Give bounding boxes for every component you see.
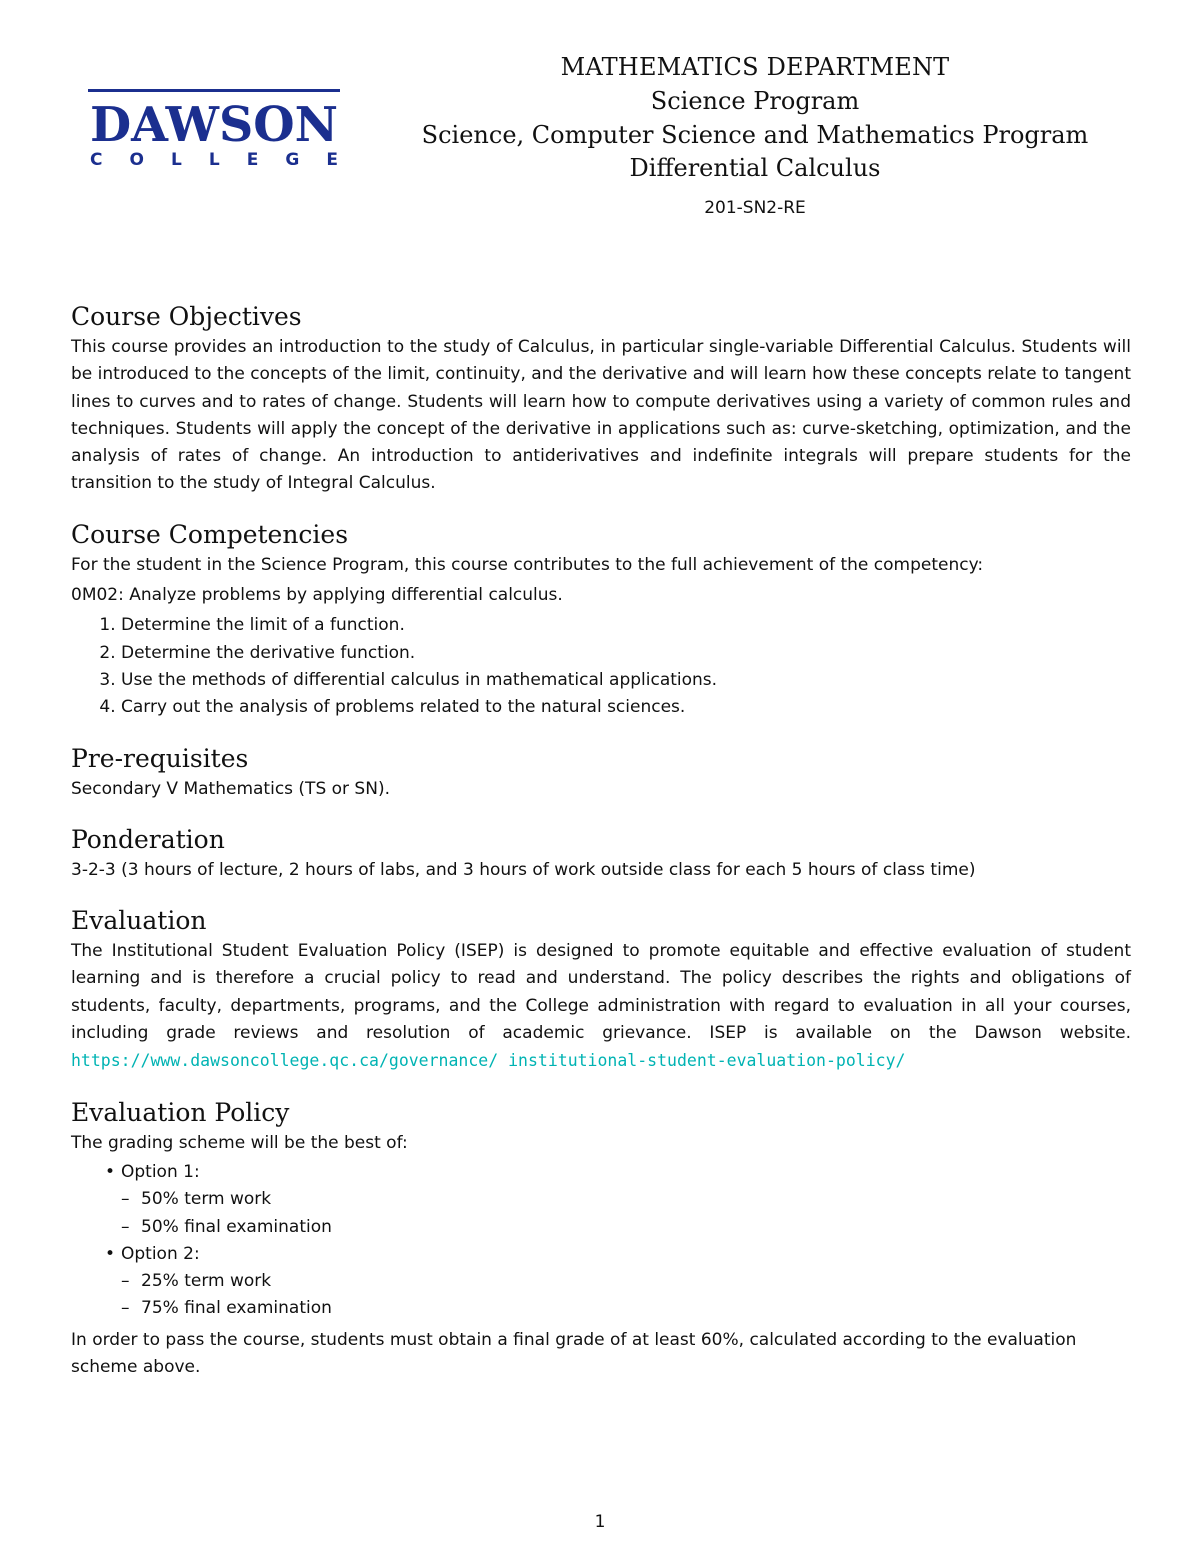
option-2-term: – 25% term work [141, 1268, 1131, 1295]
policy-closing: In order to pass the course, students must obtain a final grade of at least 60%, calculated according to the evaluation scheme above. [71, 1329, 1077, 1378]
competency-list [71, 612, 1131, 721]
option-1-final: – 50% final examination [141, 1214, 1131, 1241]
course-code: 201-SN2-RE [704, 198, 806, 218]
prerequisites-heading: Pre-requisites [71, 743, 249, 773]
option-1-label: Option 1: [121, 1161, 200, 1182]
section-competencies [71, 518, 1131, 722]
option-2-label: Option 2: [121, 1243, 200, 1264]
program-title: Science Program [650, 87, 860, 115]
section-evaluation-policy [71, 1096, 1131, 1382]
evaluation-body: The Institutional Student Evaluation Policy (ISEP) is designed to promote equitable and effective evaluation of student learning and is therefore a crucial policy to read and understand. The policy describes the rights and obligations of students, faculty, departments, programs, and the College administration with regard to evaluation in all your courses, including grade reviews and resolution of academic grievance. ISEP is available on the Dawson website. [71, 941, 1131, 1044]
policy-intro: The grading scheme will be the best of: [71, 1132, 408, 1153]
dawson-college-logo [88, 89, 340, 169]
objectives-text: This course provides an introduction to the study of Calculus, in particular single-variable Differential Calculus. Students will be introduced to the concepts of the limit, continuity, and the derivative and will learn how these concepts relate to tangent lines to curves and to rates of change. Students will learn how to compute derivatives using a variety of common rules and techniques. Students will apply the concept of the derivative in applications such as: curve-sketching, optimization, and the analysis of rates of change. An introduction to antiderivatives and indefinite integrals will prepare students for the transition to the study of Integral Calculus. [71, 337, 1131, 494]
logo-subword: C O L L E G E [90, 150, 338, 169]
objectives-heading: Course Objectives [71, 302, 302, 331]
list-item: 3. Use the methods of differential calculus in mathematical applications. [121, 667, 1131, 694]
evaluation-heading: Evaluation [71, 906, 207, 936]
evaluation-text [71, 938, 1131, 1075]
policy-heading: Evaluation Policy [71, 1097, 290, 1127]
option-2-final: – 75% final examination [141, 1295, 1131, 1322]
option-2 [121, 1241, 1131, 1323]
department-title: MATHEMATICS DEPARTMENT [560, 53, 950, 81]
subprogram-title: Science, Computer Science and Mathematics Program [421, 121, 1089, 149]
grading-options [71, 1159, 1131, 1323]
competencies-heading: Course Competencies [71, 519, 349, 549]
document-header [370, 50, 1140, 220]
section-evaluation [71, 904, 1131, 1075]
competency-statement: 0M02: Analyze problems by applying differential calculus. [71, 585, 563, 606]
logo-word: DAWSON [90, 97, 338, 153]
option-1-term: – 50% term work [141, 1186, 1131, 1213]
ponderation-text: 3-2-3 (3 hours of lecture, 2 hours of labs, and 3 hours of work outside class for each 5 hours of class time) [71, 859, 976, 880]
list-item: 1. Determine the limit of a function. [121, 612, 1131, 639]
list-item: 4. Carry out the analysis of problems related to the natural sciences. [121, 694, 1131, 721]
document-body [71, 300, 1131, 1401]
ponderation-heading: Ponderation [71, 824, 225, 854]
section-ponderation [71, 823, 1131, 884]
course-title: Differential Calculus [629, 154, 881, 182]
competencies-intro: For the student in the Science Program, this course contributes to the full achievement of the competency: [71, 554, 984, 575]
section-objectives [71, 300, 1131, 498]
prerequisites-text: Secondary V Mathematics (TS or SN). [71, 778, 390, 799]
section-prerequisites [71, 742, 1131, 803]
page-number: 1 [594, 1512, 606, 1532]
list-item: 2. Determine the derivative function. [121, 640, 1131, 667]
isep-link[interactable]: https://www.dawsoncollege.qc.ca/governance/ institutional-student-evaluation-policy/ [71, 1051, 906, 1071]
option-1 [121, 1159, 1131, 1241]
